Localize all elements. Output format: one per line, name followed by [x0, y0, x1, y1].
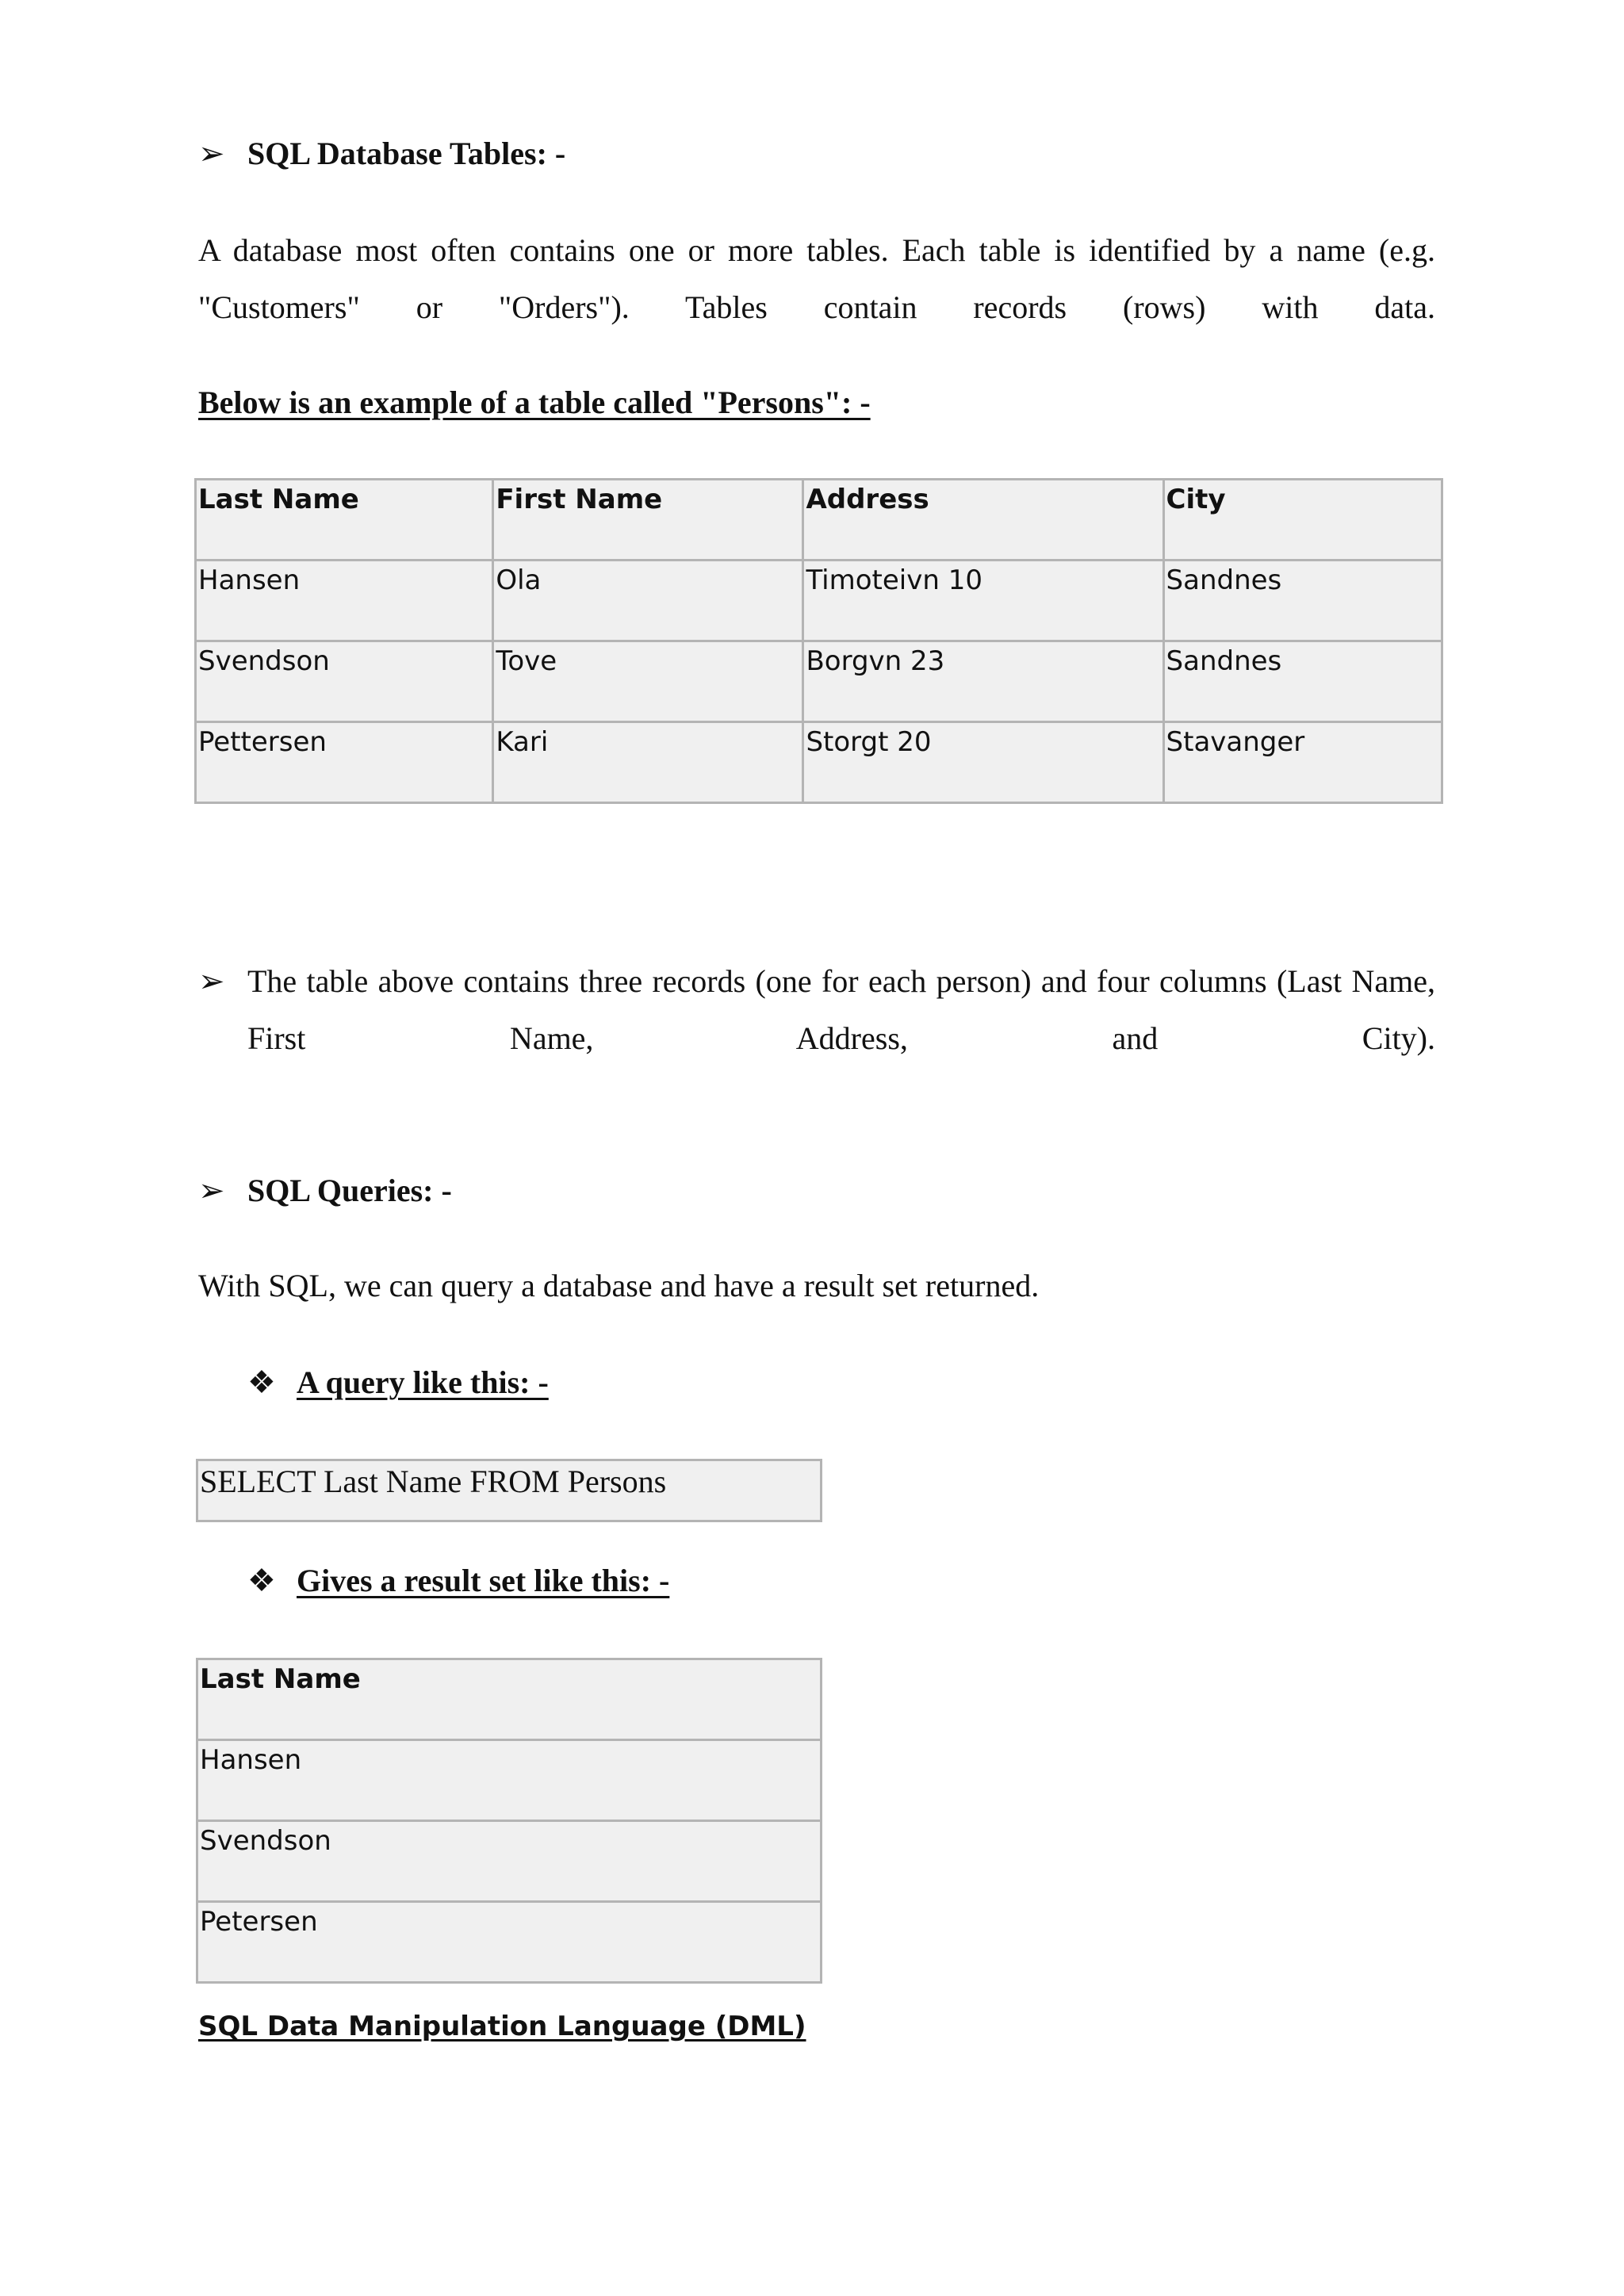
section-heading-text: SQL Queries: - [247, 1173, 452, 1208]
result-caption: Gives a result set like this: - [297, 1563, 670, 1598]
table-row [197, 1740, 822, 1821]
table-cell: Tove [493, 641, 803, 722]
column-header: Last Name [196, 480, 493, 561]
table-cell: Storgt 20 [803, 722, 1163, 803]
table-row [196, 641, 1442, 722]
column-header: Address [803, 480, 1163, 561]
table-cell: Hansen [197, 1740, 822, 1821]
table-description-paragraph [247, 953, 1435, 1067]
table-cell: Stavanger [1163, 722, 1442, 803]
example-caption: Below is an example of a table called "Persons": - [198, 385, 871, 420]
queries-paragraph: With SQL, we can query a database and have a result set returned. [198, 1268, 1040, 1303]
query-caption: A query like this: - [297, 1364, 549, 1400]
diamond-bullet-icon: ❖ [247, 1563, 276, 1598]
table-cell: Hansen [196, 561, 493, 641]
column-header: Last Name [197, 1659, 822, 1740]
column-header: City [1163, 480, 1442, 561]
column-header: First Name [493, 480, 803, 561]
table-cell: Ola [493, 561, 803, 641]
persons-table [194, 478, 1443, 804]
table-row [196, 722, 1442, 803]
query-box [196, 1459, 822, 1522]
table-row [196, 561, 1442, 641]
table-cell: Timoteivn 10 [803, 561, 1163, 641]
table-cell: Pettersen [196, 722, 493, 803]
diamond-bullet-icon: ❖ [247, 1364, 276, 1400]
table-cell: Svendson [197, 1821, 822, 1902]
table-cell: Svendson [196, 641, 493, 722]
table-row [197, 1902, 822, 1983]
table-cell: Petersen [197, 1902, 822, 1983]
table-header-row [196, 480, 1442, 561]
query-text: SELECT Last Name FROM Persons [200, 1464, 667, 1499]
arrow-bullet-icon: ➢ [198, 963, 225, 999]
table-header-row [197, 1659, 822, 1740]
table-cell: Borgvn 23 [803, 641, 1163, 722]
table-cell: Sandnes [1163, 561, 1442, 641]
arrow-bullet-icon: ➢ [198, 1173, 225, 1208]
table-row [197, 1821, 822, 1902]
dml-heading: SQL Data Manipulation Language (DML) [198, 2011, 806, 2042]
table-description-text: The table above contains three records (one for each person) and four columns (Last Name, First Name, Address, and City). [247, 963, 1435, 1056]
result-table [196, 1658, 822, 1984]
section-heading-sql-queries [198, 1172, 452, 1210]
arrow-bullet-icon: ➢ [198, 136, 225, 171]
section-heading-sql-tables [198, 135, 565, 173]
intro-paragraph [198, 222, 1435, 336]
table-cell: Sandnes [1163, 641, 1442, 722]
intro-paragraph-text: A database most often contains one or more tables. Each table is identified by a name (e.g. "Customers" or "Orders"). Tables contain records (rows) with data. [198, 232, 1435, 325]
section-heading-text: SQL Database Tables: - [247, 136, 566, 171]
table-cell: Kari [493, 722, 803, 803]
